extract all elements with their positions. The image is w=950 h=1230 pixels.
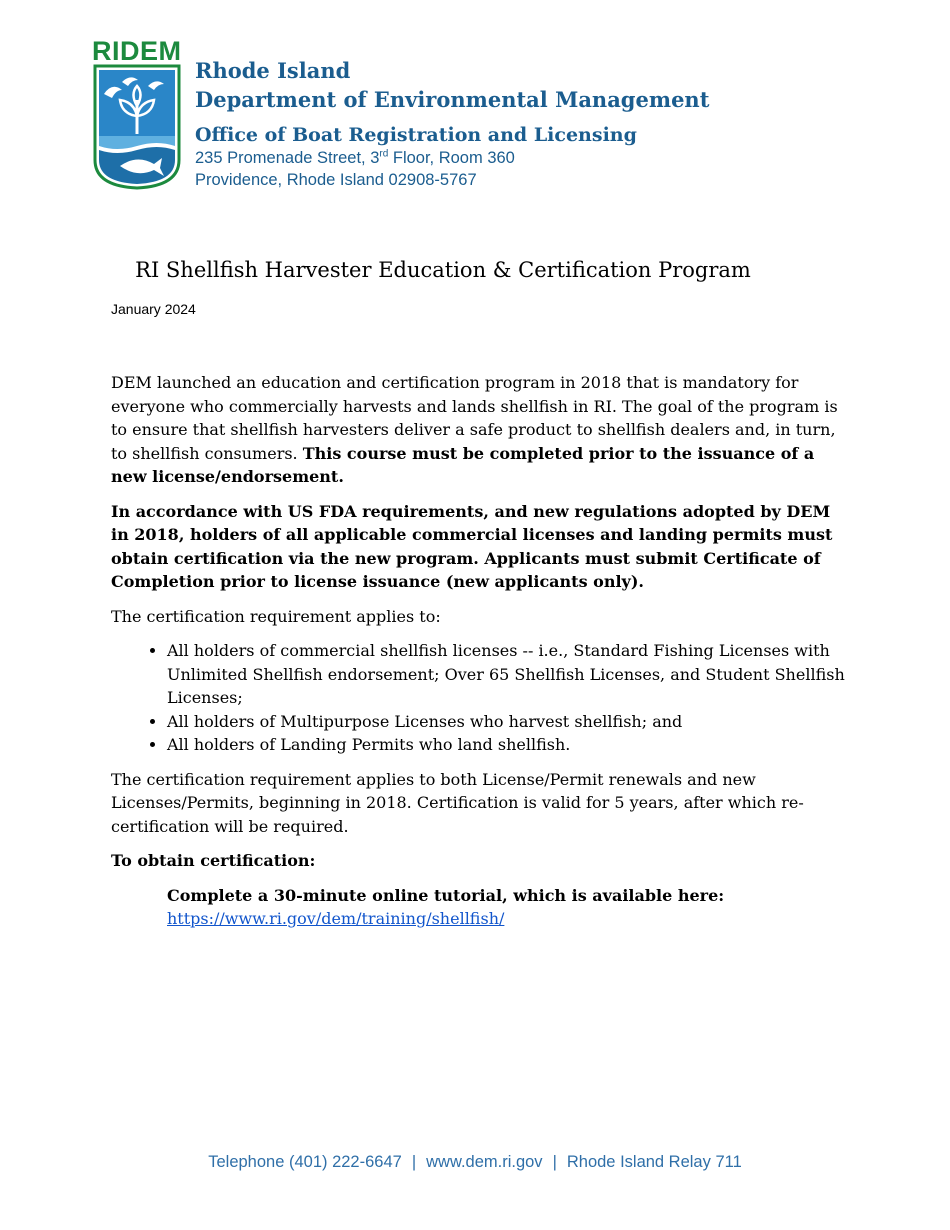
footer-separator: | <box>411 1153 417 1171</box>
org-name-state: Rhode Island <box>195 58 351 83</box>
footer <box>0 1153 950 1172</box>
intro-paragraph: DEM launched an education and certification program in 2018 that is mandatory for everyone who commercially harvests and lands shellfish in RI. The goal of the program is to ensure that shellfish harvesters deliver a safe product to shellfish dealers and, in turn, to shellfish consumers. This course must be completed prior to the issuance of a new license/endorsement. <box>111 373 838 486</box>
renewal-paragraph: The certification requirement applies to both License/Permit renewals and new Licenses/Permits, beginning in 2018. Certification is valid for 5 years, after which re-certification will be required. <box>111 769 804 836</box>
document-title: RI Shellfish Harvester Education & Certification Program <box>135 258 751 282</box>
applies-to-list <box>111 639 847 757</box>
obtain-heading: To obtain certification: <box>111 851 316 870</box>
document-body <box>111 371 847 931</box>
address-line-1: 235 Promenade Street, 3rd Floor, Room 360 <box>195 148 515 167</box>
address-line-2: Providence, Rhode Island 02908-5767 <box>195 171 477 189</box>
applies-to-paragraph: The certification requirement applies to: <box>111 606 441 626</box>
ridem-logo-text: RIDEM <box>92 36 182 66</box>
footer-website: www.dem.ri.gov <box>426 1153 543 1171</box>
ridem-shield-logo-icon <box>92 64 182 190</box>
list-item: • All holders of Landing Permits who land shellfish. <box>167 733 847 757</box>
footer-telephone: Telephone (401) 222-6647 <box>208 1153 402 1171</box>
tutorial-link[interactable]: https://www.ri.gov/dem/training/shellfish/ <box>167 909 505 928</box>
office-name: Office of Boat Registration and Licensing <box>195 124 637 146</box>
footer-relay: Rhode Island Relay 711 <box>566 1153 742 1171</box>
list-item: • All holders of Multipurpose Licenses who harvest shellfish; and <box>167 710 847 734</box>
document-date: January 2024 <box>111 301 196 317</box>
org-name-department: Department of Environmental Management <box>195 87 710 112</box>
footer-separator: | <box>552 1153 557 1171</box>
tutorial-text: Complete a 30-minute online tutorial, which is available here: <box>167 885 725 905</box>
tutorial-block <box>111 884 847 931</box>
fda-requirements-paragraph: In accordance with US FDA requirements, and new regulations adopted by DEM in 2018, holders of all applicable commercial licenses and landing permits must obtain certification via the new program. Applicants must submit Certificate of Completion prior to license issuance (new applicants only). <box>111 501 833 591</box>
list-item: • All holders of commercial shellfish licenses -- i.e., Standard Fishing Licenses with Unlimited Shellfish endorsement; Over 65 Shellfish Licenses, and Student Shellfish Licenses; <box>167 639 847 710</box>
